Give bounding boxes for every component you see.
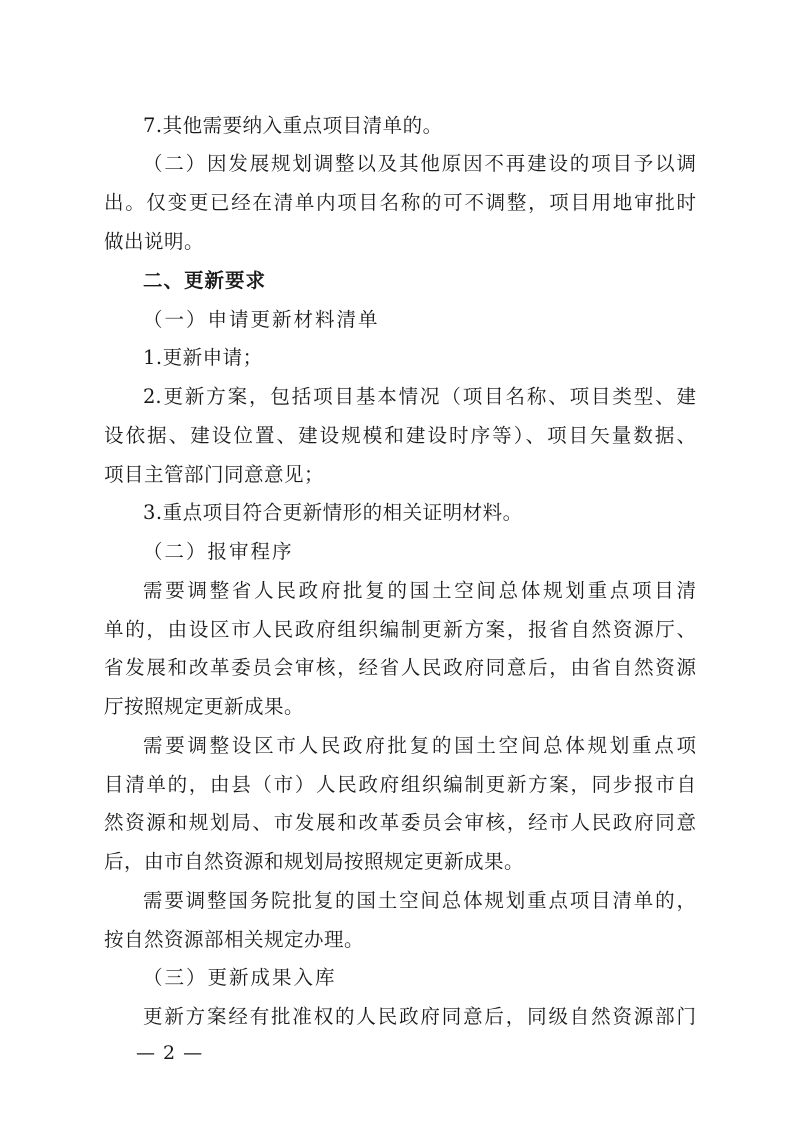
list-item-7: 7.其他需要纳入重点项目清单的。 — [143, 114, 443, 137]
list-item-3: 3.重点项目符合更新情形的相关证明材料。 — [143, 501, 523, 524]
paragraph-line: 需要调整国务院批复的国土空间总体规划重点项目清单的， — [143, 889, 696, 912]
paragraph-line: 然资源和规划局、市发展和改革委员会审核，经市人民政府同意 — [104, 811, 696, 834]
paragraph-line: 单的，由设区市人民政府组织编制更新方案，报省自然资源厅、 — [104, 618, 696, 641]
paragraph-line: （二）因发展规划调整以及其他原因不再建设的项目予以调 — [143, 152, 696, 175]
subsection-heading: （一）申请更新材料清单 — [143, 308, 380, 331]
paragraph-line: 需要调整省人民政府批复的国土空间总体规划重点项目清 — [143, 579, 696, 602]
paragraph-line: 设依据、建设位置、建设规模和建设时序等）、项目矢量数据、 — [104, 424, 696, 447]
paragraph-line: 后，由市自然资源和规划局按照规定更新成果。 — [104, 850, 525, 873]
paragraph-line: 省发展和改革委员会审核，经省人民政府同意后，由省自然资源 — [104, 656, 696, 679]
paragraph-line: 按自然资源部相关规定办理。 — [104, 928, 365, 951]
subsection-heading: （二）报审程序 — [143, 540, 294, 563]
page-number: — 2 — — [136, 1042, 204, 1064]
paragraph-line: 更新方案经有批准权的人民政府同意后，同级自然资源部门 — [143, 1005, 696, 1028]
list-item-2: 2.更新方案，包括项目基本情况（项目名称、项目类型、建 — [143, 385, 696, 408]
section-heading: 二、更新要求 — [143, 269, 267, 292]
paragraph-line: 出。仅变更已经在清单内项目名称的可不调整，项目用地审批时 — [104, 191, 696, 214]
paragraph-line: 目清单的，由县（市）人民政府组织编制更新方案，同步报市自 — [104, 773, 696, 796]
paragraph-line: 厅按照规定更新成果。 — [104, 695, 305, 718]
paragraph-line: 需要调整设区市人民政府批复的国土空间总体规划重点项 — [143, 734, 696, 757]
list-item-1: 1.更新申请； — [143, 346, 263, 369]
paragraph-line: 做出说明。 — [104, 230, 205, 253]
paragraph-line: 项目主管部门同意意见； — [104, 463, 325, 486]
subsection-heading: （三）更新成果入库 — [143, 966, 337, 989]
